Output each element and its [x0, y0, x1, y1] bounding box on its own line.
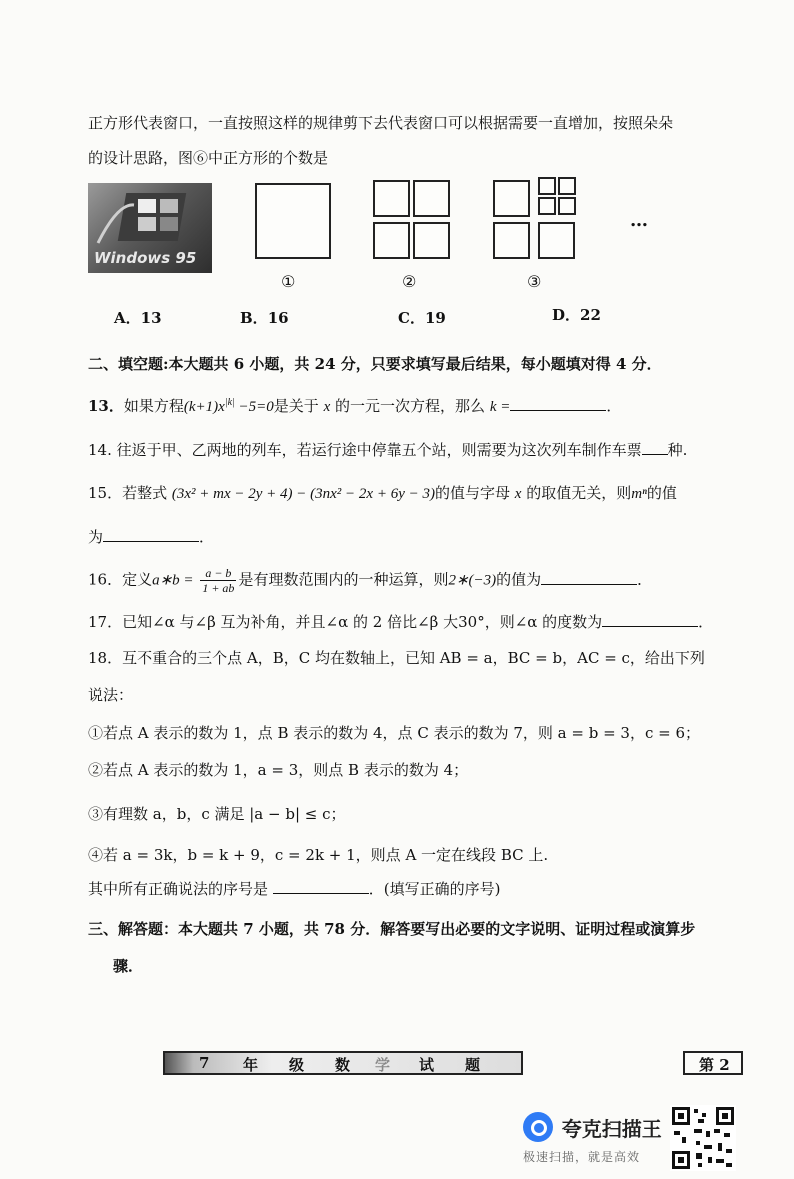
q16-fraction: [200, 566, 236, 595]
page-number: 第 2: [699, 1056, 730, 1074]
question-17: [88, 611, 713, 632]
q15-pre: 15．若整式: [88, 484, 168, 502]
q14-text: 14. 往返于甲、乙两地的列车，若运行途中停靠五个站，则需要为这次列车制作车票: [88, 441, 642, 459]
q13-post: 的一元一次方程，那么: [335, 397, 486, 415]
figure-3-square: [493, 222, 530, 259]
intro-line-1: 正方形代表窗口，一直按照这样的规律剪下去代表窗口可以根据需要一直增加，按照朵朵: [88, 114, 674, 132]
choice-value: 16: [267, 309, 289, 327]
qr-code: [670, 1105, 736, 1171]
choice-letter: C．: [398, 309, 425, 327]
footer-char: 7: [199, 1054, 210, 1072]
figure-1-label: ①: [281, 272, 296, 291]
q16-denominator: 1 + ab: [202, 581, 235, 595]
figure-1-square: [255, 183, 331, 259]
q13-formula-tail: −5=0: [234, 399, 274, 415]
footer-char: 题: [465, 1056, 481, 1074]
q18-statement-2: ②若点 A 表示的数为 1，a = 3，则点 B 表示的数为 4；: [88, 761, 469, 779]
scanner-logo-icon: [523, 1112, 553, 1142]
choice-value: 13: [140, 309, 162, 327]
scanner-watermark: [523, 1112, 662, 1165]
figure-3-square: [538, 222, 575, 259]
page-number-box: [683, 1051, 743, 1075]
footer-char: 级: [289, 1056, 305, 1074]
section-3-line-1: 三、解答题：本大题共 7 小题，共 78 分．解答要写出必要的文字说明、证明过程或演算步: [88, 920, 696, 938]
q18-conclusion: [88, 878, 501, 899]
q16-end: ．: [637, 570, 653, 589]
figure-3-square: [558, 197, 576, 215]
q16-post: 是有理数范围内的一种运算，则: [238, 570, 449, 589]
windows95-logo-image: [88, 183, 212, 273]
figure-ellipsis: …: [630, 210, 648, 231]
q15-post: 的取值无关，则: [526, 484, 632, 502]
figure-2-square: [373, 222, 410, 259]
choice-letter: A．: [114, 309, 141, 327]
q16-tail: 的值为: [496, 570, 542, 589]
choice-a: [114, 307, 162, 328]
intro-line-2: 的设计思路，图⑥中正方形的个数是: [88, 149, 329, 167]
q16-pre: 16．定义: [88, 570, 153, 589]
logo-text: Windows 95: [94, 249, 197, 267]
scanner-name: 夸克扫描王: [561, 1116, 662, 1141]
q18-conclusion-pre: 其中所有正确说法的序号是: [88, 880, 269, 898]
q18-line-2: 说法：: [88, 686, 134, 704]
footer-char: 试: [419, 1056, 435, 1074]
choice-letter: B．: [240, 309, 268, 327]
q15-var: x: [514, 486, 522, 502]
footer-title-bar: [163, 1051, 523, 1075]
q13-answer-label: k =: [489, 399, 511, 415]
q15-mid: 的值与字母: [434, 484, 510, 502]
q16-numerator: a − b: [200, 566, 236, 581]
q15-end: ．: [199, 528, 215, 546]
q13-end: ．: [606, 397, 622, 415]
q16-expression: 2∗(−3): [448, 572, 497, 589]
figure-3-label: ③: [527, 272, 542, 291]
figure-3-square: [538, 177, 556, 195]
question-15: [88, 482, 677, 503]
q13-answer-blank[interactable]: [510, 396, 606, 411]
q18-answer-blank[interactable]: [273, 879, 369, 894]
q18-statement-4: ④若 a = 3k，b = k + 9，c = 2k + 1，则点 A 一定在线段 BC 上.: [88, 846, 549, 864]
choice-value: 22: [580, 306, 601, 324]
q16-definition: a∗b =: [152, 572, 194, 589]
q18-statement-1: ①若点 A 表示的数为 1，点 B 表示的数为 4，点 C 表示的数为 7，则 a = b = 3，c = 6；: [88, 724, 700, 742]
q18-conclusion-post: ．(填写正确的序号): [368, 880, 501, 898]
footer-char: 数: [335, 1056, 351, 1074]
question-13: [88, 395, 621, 416]
choice-b: [240, 307, 289, 328]
q13-formula: (k+1)x: [183, 399, 225, 415]
q17-text: 17．已知∠α 与∠β 互为补角，并且∠α 的 2 倍比∠β 大30°，则∠α 的度数为: [88, 613, 603, 631]
section-3-line-2: 骤．: [113, 957, 144, 975]
section-2-title: 二、填空题:本大题共 6 小题，共 24 分，只要求填写最后结果，每小题填对得 4 分．: [88, 355, 662, 373]
figure-2-square: [373, 180, 410, 217]
q13-mid: 是关于: [273, 397, 319, 415]
choice-d: [552, 304, 601, 325]
q17-answer-blank[interactable]: [602, 612, 698, 627]
q13-exponent: |k|: [224, 397, 235, 408]
q18-statement-3: ③有理数 a，b，c 满足 |a − b| ≤ c；: [88, 805, 346, 823]
footer-char: 年: [243, 1056, 259, 1074]
q13-number: 13．: [88, 397, 124, 415]
figure-2-label: ②: [402, 272, 417, 291]
q17-end: ．: [698, 613, 714, 631]
question-14: [88, 439, 687, 460]
scanner-slogan: 极速扫描，就是高效: [523, 1150, 641, 1164]
q14-answer-blank[interactable]: [642, 440, 668, 455]
q13-pre: 如果方程: [123, 397, 184, 415]
q18-line-1: 18．互不重合的三个点 A，B，C 均在数轴上，已知 AB = a，BC = b，AC = c，给出下列: [88, 649, 705, 667]
q14-end: 种.: [667, 441, 688, 459]
question-15-line-2: [88, 526, 214, 547]
choice-value: 19: [424, 309, 446, 327]
choice-letter: D．: [552, 306, 581, 324]
figure-3-square: [538, 197, 556, 215]
q15-answer-blank[interactable]: [103, 527, 199, 542]
choice-c: [398, 307, 446, 328]
figure-3-square: [558, 177, 576, 195]
figure-2-square: [413, 222, 450, 259]
q15-power: mⁿ: [631, 486, 647, 502]
q15-line2: 为: [88, 528, 104, 546]
footer-char: 学: [375, 1056, 391, 1074]
q15-tail: 的值: [646, 484, 677, 502]
q15-formula: (3x² + mx − 2y + 4) − (3nx² − 2x + 6y − 3): [171, 486, 435, 502]
q13-var: x: [323, 399, 331, 415]
figure-2-square: [413, 180, 450, 217]
question-16: [88, 566, 652, 595]
q16-answer-blank[interactable]: [541, 570, 637, 585]
figure-3-square: [493, 180, 530, 217]
